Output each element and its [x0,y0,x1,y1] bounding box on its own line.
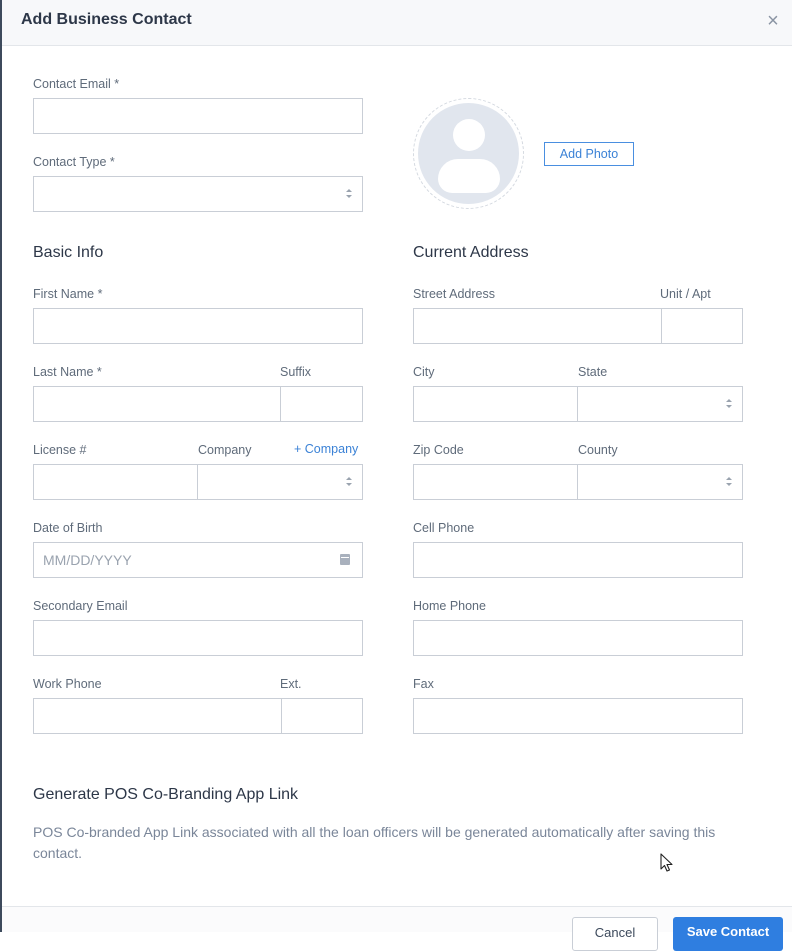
contact-email-input[interactable] [33,98,363,134]
mouse-cursor-icon [660,853,674,873]
suffix-input[interactable] [280,386,363,422]
dialog-header [2,0,792,46]
contact-type-label: Contact Type * [33,155,115,169]
secondary-email-label: Secondary Email [33,599,128,613]
save-contact-button[interactable]: Save Contact [673,917,783,951]
company-select[interactable] [197,464,363,500]
city-label: City [413,365,435,379]
basic-info-heading: Basic Info [33,244,104,261]
first-name-label: First Name * [33,287,103,301]
add-company-link[interactable]: + Company [294,442,359,456]
license-input[interactable] [33,464,199,500]
select-arrows-icon [346,476,352,488]
license-label: License # [33,443,87,457]
date-of-birth-input[interactable] [33,542,363,578]
contact-type-select[interactable] [33,176,363,212]
work-phone-label: Work Phone [33,677,102,691]
state-label: State [578,365,608,379]
home-phone-label: Home Phone [413,599,486,613]
close-icon[interactable]: × [767,10,779,32]
street-address-input[interactable] [413,308,662,344]
select-arrows-icon [726,398,732,410]
dialog-title: Add Business Contact [21,11,192,28]
dialog-footer [2,906,792,940]
state-select[interactable] [577,386,743,422]
county-label: County [578,443,618,457]
suffix-label: Suffix [280,365,312,379]
select-arrows-icon [346,188,352,200]
date-of-birth-placeholder: MM/DD/YYYY [43,552,132,568]
county-select[interactable] [577,464,743,500]
contact-email-label: Contact Email * [33,77,120,91]
first-name-input[interactable] [33,308,363,344]
home-phone-input[interactable] [413,620,743,656]
cell-phone-input[interactable] [413,542,743,578]
zip-code-input[interactable] [413,464,579,500]
cobranding-heading: Generate POS Co-Branding App Link [33,786,299,803]
cell-phone-label: Cell Phone [413,521,475,535]
current-address-heading: Current Address [413,244,529,261]
fax-input[interactable] [413,698,743,734]
ext-input[interactable] [281,698,363,734]
calendar-icon[interactable] [340,554,350,565]
secondary-email-input[interactable] [33,620,363,656]
select-arrows-icon [726,476,732,488]
fax-label: Fax [413,677,434,691]
add-photo-button[interactable]: Add Photo [544,142,634,166]
last-name-input[interactable] [33,386,281,422]
last-name-label: Last Name * [33,365,102,379]
company-label: Company [198,443,252,457]
ext-label: Ext. [280,677,302,691]
unit-apt-input[interactable] [661,308,743,344]
date-of-birth-label: Date of Birth [33,521,103,535]
avatar-body [438,159,500,193]
unit-apt-label: Unit / Apt [660,287,711,301]
street-address-label: Street Address [413,287,495,301]
user-avatar-icon [418,103,519,204]
avatar-head [453,119,485,151]
city-input[interactable] [413,386,579,422]
zip-code-label: Zip Code [413,443,464,457]
cobranding-description: POS Co-branded App Link associated with all the loan officers will be generated automatically after saving this contact. [33,824,716,861]
cancel-button[interactable]: Cancel [572,917,658,951]
work-phone-input[interactable] [33,698,282,734]
